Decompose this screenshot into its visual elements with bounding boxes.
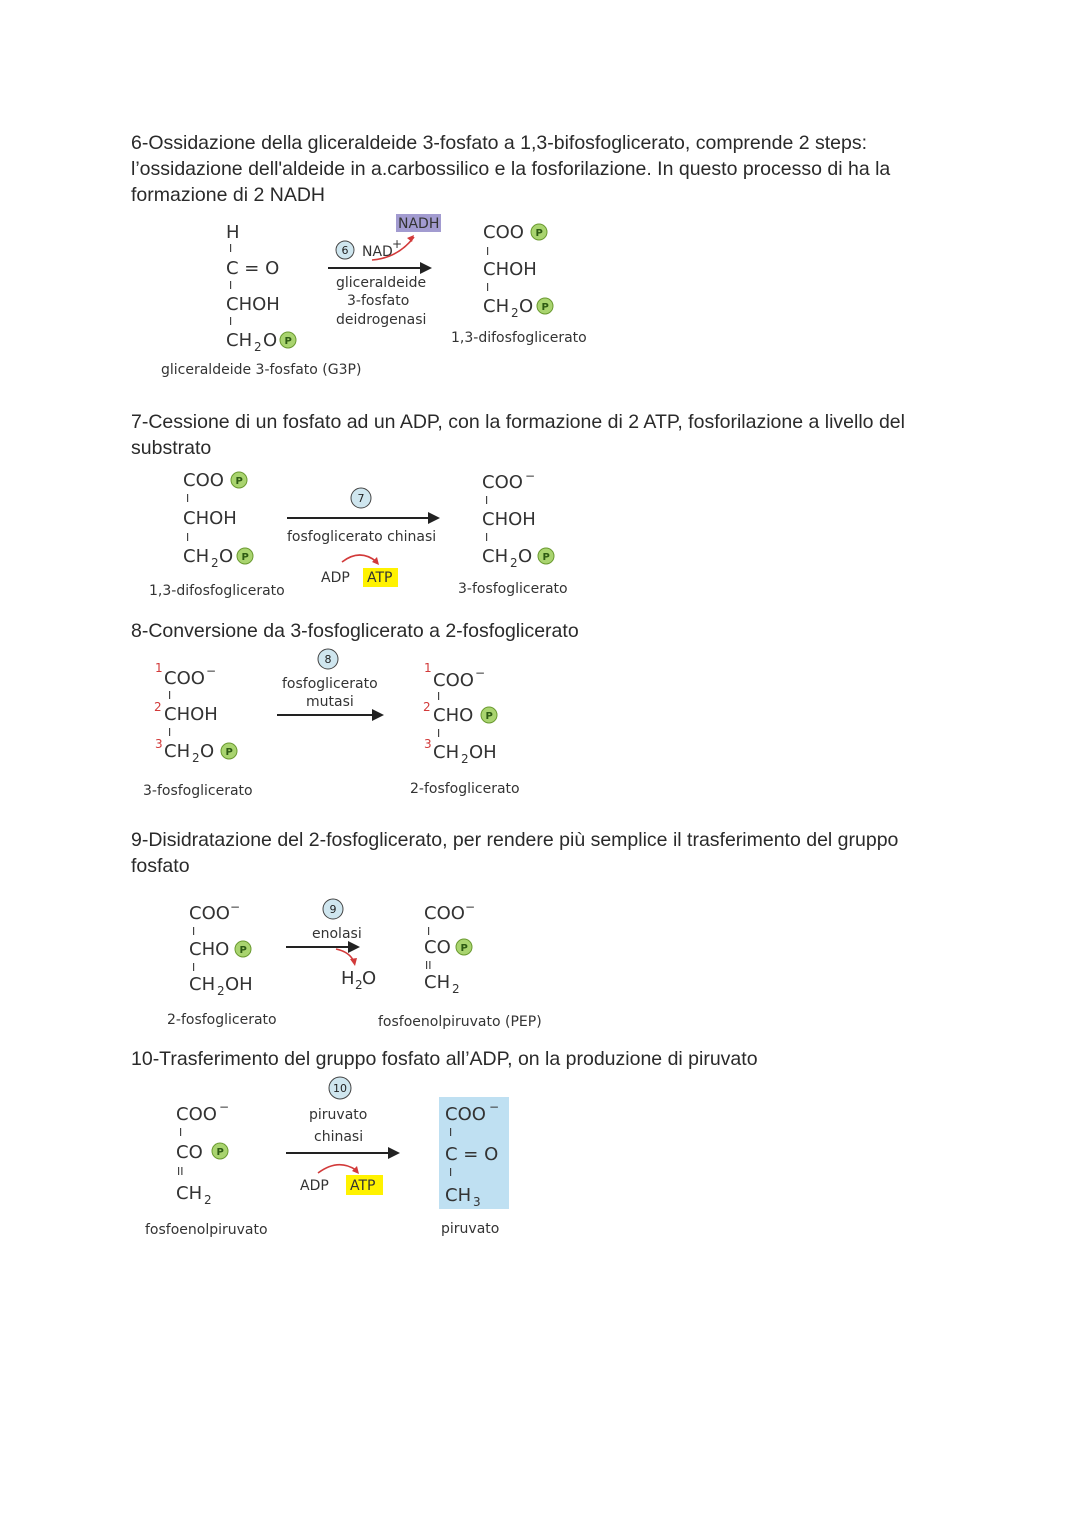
- step8-reactant-line3: CH: [164, 741, 191, 762]
- bond: I: [192, 925, 196, 938]
- bond: II: [177, 1165, 184, 1178]
- phosphate-label: P: [235, 476, 243, 487]
- step9-reactant-line2: CHO: [189, 939, 230, 960]
- step7-number: 7: [357, 492, 365, 505]
- step8-reactant-name: 3-fosfoglicerato: [143, 783, 253, 799]
- step8-product-line3-tail: OH: [469, 742, 497, 763]
- step6-reactant-line4: CH: [226, 330, 253, 351]
- step10-enzyme-line2: chinasi: [314, 1129, 364, 1145]
- step7-reactant-line3: CH: [183, 546, 210, 567]
- step10-cofactor-out: ATP: [350, 1178, 376, 1194]
- step6-reactant-line3: CHOH: [226, 294, 280, 315]
- step9-product-line3: CH: [424, 972, 451, 993]
- step6-reactant-name: gliceraldeide 3-fosfato (G3P): [161, 362, 362, 378]
- bond: I: [186, 492, 190, 505]
- step6-reactant-line1: H: [226, 222, 240, 243]
- charge: −: [489, 1100, 500, 1114]
- step8-product-name: 2-fosfoglicerato: [410, 781, 520, 797]
- phosphate-label: P: [535, 228, 543, 239]
- subscript: 2: [211, 556, 219, 570]
- step6-enzyme-line3: deidrogenasi: [336, 312, 427, 328]
- step10-product-line1: COO: [445, 1104, 486, 1125]
- step10-enzyme-line1: piruvato: [309, 1107, 368, 1123]
- step8-reactant-line2: CHOH: [164, 704, 218, 725]
- step6-cofactor-out: NADH: [398, 216, 440, 232]
- bond: I: [229, 279, 233, 292]
- step10-reactant-name: fosfoenolpiruvato: [145, 1222, 268, 1238]
- step7-product-name: 3-fosfoglicerato: [458, 581, 568, 597]
- step7-cofactor-in: ADP: [321, 570, 350, 586]
- step9-byproduct: H: [341, 968, 355, 989]
- step10-product-line2: C = O: [445, 1144, 499, 1165]
- bond: I: [229, 242, 233, 255]
- step8-description: 8-Conversione da 3-fosfoglicerato a 2-fosfoglicerato: [131, 620, 579, 642]
- step9-number: 9: [329, 903, 337, 916]
- step7-product-line3: CH: [482, 546, 509, 567]
- step6-product-line2: CHOH: [483, 259, 537, 280]
- phosphate-label: P: [225, 747, 233, 758]
- carbon-number: 2: [423, 700, 431, 714]
- step10-product-line3: CH: [445, 1185, 472, 1206]
- step7-enzyme: fosfoglicerato chinasi: [287, 529, 437, 545]
- step6-cofactor-in: NAD: [362, 244, 393, 260]
- bond: I: [192, 961, 196, 974]
- phosphate-label: P: [485, 711, 493, 722]
- bond: II: [425, 959, 432, 972]
- charge: −: [475, 666, 486, 680]
- charge: −: [230, 900, 241, 914]
- step8-enzyme-line2: mutasi: [306, 694, 354, 710]
- phosphate-label: P: [216, 1147, 224, 1158]
- step7-product-line1: COO: [482, 472, 523, 493]
- phosphate-label: P: [541, 302, 549, 313]
- bond: I: [485, 494, 489, 507]
- step9-reactant-line3: CH: [189, 974, 216, 995]
- step7-cofactor-out: ATP: [367, 570, 393, 586]
- step6-enzyme-line1: gliceraldeide: [336, 275, 427, 291]
- arrow-head-icon: [388, 1147, 400, 1159]
- step10-number: 10: [333, 1082, 347, 1095]
- bond: I: [168, 689, 172, 702]
- step8-reactant-line3-tail: O: [200, 741, 215, 762]
- step10-description: 10-Trasferimento del gruppo fosfato all’ADP, on la produzione di piruvato: [131, 1048, 758, 1070]
- bond: I: [449, 1126, 453, 1139]
- subscript: 2: [204, 1193, 212, 1207]
- bond: I: [486, 281, 490, 294]
- step7-reactant-line2: CHOH: [183, 508, 237, 529]
- step6-product-line3-tail: O: [519, 296, 534, 317]
- step6-reactant-line2: C = O: [226, 258, 280, 279]
- bond: I: [427, 925, 431, 938]
- subscript: 2: [511, 306, 519, 320]
- carbon-number: 1: [155, 661, 163, 675]
- step10-cofactor-in: ADP: [300, 1178, 329, 1194]
- step9-reactant-line1: COO: [189, 903, 230, 924]
- step9-reactant-line3-tail: OH: [225, 974, 253, 995]
- step10-reactant-line1: COO: [176, 1104, 217, 1125]
- charge: −: [219, 1100, 230, 1114]
- subscript: 2: [355, 978, 363, 992]
- step6-product-line3: CH: [483, 296, 510, 317]
- bond: I: [229, 315, 233, 328]
- step10-product-name: piruvato: [441, 1221, 500, 1237]
- step6-product-name: 1,3-difosfoglicerato: [451, 330, 587, 346]
- step10-reactant-line2: CO: [176, 1142, 203, 1163]
- phosphate-label: P: [284, 336, 292, 347]
- step7-product-line2: CHOH: [482, 509, 536, 530]
- phosphate-label: P: [542, 552, 550, 563]
- carbon-number: 3: [424, 737, 432, 751]
- step10-reactant-line3: CH: [176, 1183, 203, 1204]
- step7-reactant-name: 1,3-difosfoglicerato: [149, 583, 285, 599]
- phosphate-label: P: [460, 943, 468, 954]
- step8-reactant-line1: COO: [164, 668, 205, 689]
- curved-arrow-icon: [318, 1165, 356, 1173]
- step6-description: 6-Ossidazione della gliceraldeide 3-fosfato a 1,3-bifosfoglicerato, comprende 2 steps: l’ossidazione dell'aldeide in a.carbossilico e la fosforilazione. In questo processo di ha la formazione di 2 NADH: [131, 132, 891, 206]
- step6-product-line1: COO: [483, 222, 524, 243]
- charge: −: [465, 900, 476, 914]
- step9-product-line2: CO: [424, 937, 451, 958]
- subscript: 2: [510, 556, 518, 570]
- step8-number: 8: [324, 653, 332, 666]
- step8-product-line3: CH: [433, 742, 460, 763]
- subscript: 2: [192, 751, 200, 765]
- carbon-number: 2: [154, 700, 162, 714]
- step8-enzyme-line1: fosfoglicerato: [282, 676, 378, 692]
- step6-reactant-line4-tail: O: [263, 330, 278, 351]
- bond: I: [179, 1126, 183, 1139]
- superscript: +: [392, 237, 403, 251]
- carbon-number: 3: [155, 737, 163, 751]
- bond: I: [437, 727, 441, 740]
- step8-product-line1: COO: [433, 670, 474, 691]
- step9-description: 9-Disidratazione del 2-fosfoglicerato, per rendere più semplice il trasferimento del gruppo fosfato: [131, 829, 899, 877]
- bond: I: [486, 245, 490, 258]
- step9-reactant-name: 2-fosfoglicerato: [167, 1012, 277, 1028]
- bond: I: [437, 690, 441, 703]
- step9-product-name: fosfoenolpiruvato (PEP): [378, 1014, 542, 1030]
- bond: I: [449, 1166, 453, 1179]
- subscript: 2: [217, 984, 225, 998]
- phosphate-label: P: [241, 552, 249, 563]
- step9-enzyme: enolasi: [312, 926, 362, 942]
- bond: I: [186, 531, 190, 544]
- charge: −: [525, 469, 536, 483]
- bond: I: [168, 726, 172, 739]
- charge: −: [206, 664, 217, 678]
- step7-description: 7-Cessione di un fosfato ad un ADP, con la formazione di 2 ATP, fosforilazione a livello del substrato: [131, 411, 905, 459]
- step9-product-line1: COO: [424, 903, 465, 924]
- step6-number: 6: [341, 244, 349, 257]
- subscript: 2: [452, 982, 460, 996]
- subscript: 3: [473, 1195, 481, 1209]
- step8-product-line2: CHO: [433, 705, 474, 726]
- step7-reactant-line1: COO: [183, 470, 224, 491]
- bond: I: [485, 531, 489, 544]
- step6-enzyme-line2: 3-fosfato: [347, 293, 410, 309]
- step7-product-line3-tail: O: [518, 546, 533, 567]
- carbon-number: 1: [424, 661, 432, 675]
- step7-reactant-line3-tail: O: [219, 546, 234, 567]
- phosphate-label: P: [239, 945, 247, 956]
- arrow-head-icon: [352, 1166, 359, 1174]
- subscript: 2: [254, 340, 262, 354]
- subscript: 2: [461, 752, 469, 766]
- step9-byproduct-tail: O: [362, 968, 377, 989]
